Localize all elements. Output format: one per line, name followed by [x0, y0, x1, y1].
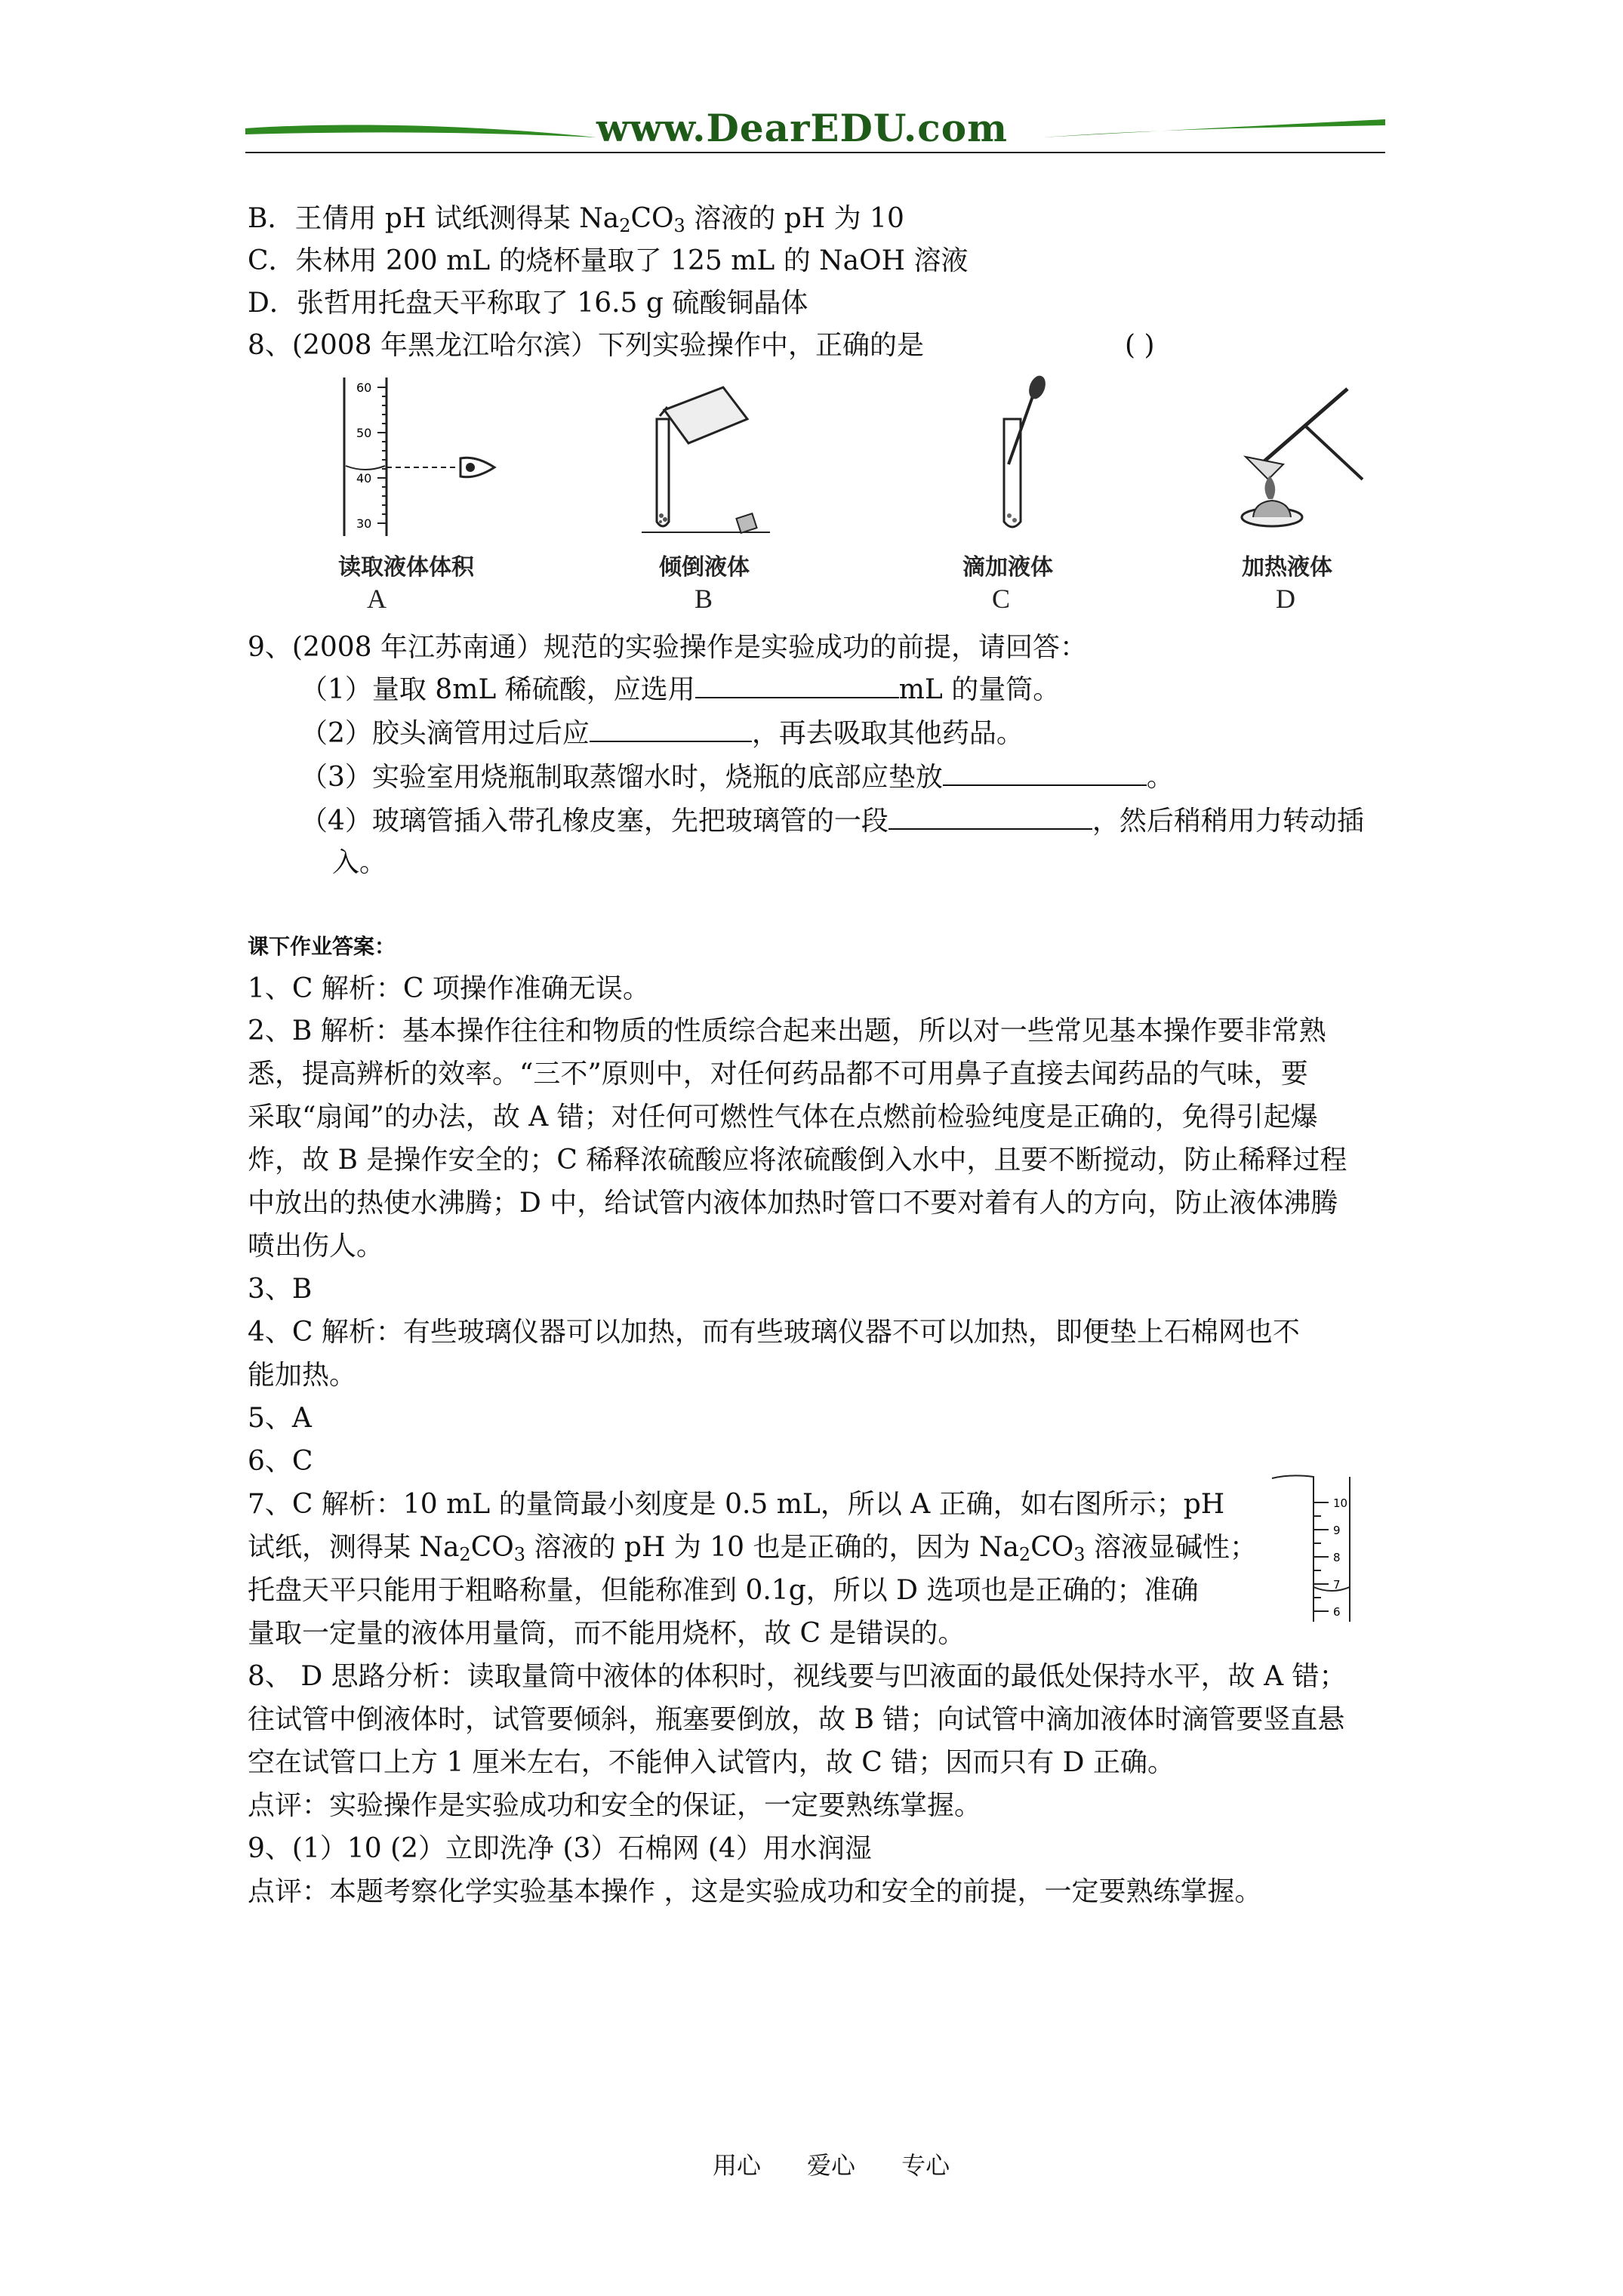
blank-4[interactable]: [888, 806, 1092, 830]
small-tick-10: 10: [1333, 1496, 1348, 1510]
letter-d: D: [1276, 584, 1295, 614]
eye-icon: [460, 458, 494, 477]
answer-2-line-6: 喷出伤人。: [248, 1231, 384, 1262]
q9-part-2: （2）胶头滴管用过后应 ，再去吸取其他药品。: [300, 718, 1024, 749]
small-tick-6: 6: [1333, 1605, 1341, 1619]
option-d: D．张哲用托盘天平称取了 16.5 g 硫酸铜晶体: [248, 288, 808, 319]
q9-part-3: （3）实验室用烧瓶制取蒸馏水时，烧瓶的底部应垫放 。: [300, 762, 1174, 793]
answer-7-line-1: 7、C 解析：10 mL 的量筒最小刻度是 0.5 mL，所以 A 正确，如右图所示；pH: [248, 1489, 1225, 1520]
answer-2-line-4: 炸，故 B 是操作安全的；C 稀释浓硫酸应将浓硫酸倒入水中，且要不断搅动，防止稀释过程: [248, 1145, 1347, 1176]
q9-part-4-cont: 入。: [332, 847, 387, 878]
option-c: C．朱林用 200 mL 的烧杯量取了 125 mL 的 NaOH 溶液: [248, 245, 969, 276]
answer-bracket: ( ): [1125, 330, 1155, 361]
answer-2-line-3: 采取“扇闻”的办法，故 A 错；对任何可燃性气体在点燃前检验纯度是正确的，免得引起爆: [248, 1102, 1318, 1133]
answer-2-line-1: 2、B 解析：基本操作往往和物质的性质综合起来出题，所以对一些常见基本操作要非常熟: [248, 1015, 1326, 1046]
answer-3: 3、B: [248, 1274, 313, 1305]
figure-b-pouring: [642, 374, 770, 544]
blank-2[interactable]: [590, 718, 752, 742]
blank-3[interactable]: [943, 762, 1147, 786]
answer-7-line-4: 量取一定量的液体用量筒，而不能用烧杯，故 C 是错误的。: [248, 1618, 965, 1649]
answer-6: 6、C: [248, 1446, 313, 1477]
letter-a: A: [367, 584, 387, 614]
answer-7-line-2: 试纸，测得某 $Na_2CO_3$ 溶液的 pH 为 10 也是正确的，因为 $Na_2CO_3$ 溶液显碱性；: [248, 1532, 1257, 1565]
answer-9: 9、(1）10 (2）立即洗净 (3）石棉网 (4）用水润湿: [248, 1833, 872, 1864]
answer-8-line-2: 往试管中倒液体时，试管要倾斜，瓶塞要倒放，故 B 错；向试管中滴加液体时滴管要竖直悬: [248, 1704, 1345, 1735]
figure-c-dropper: [974, 374, 1072, 544]
answers-title: 课下作业答案：: [248, 934, 396, 959]
answer-7-line-3: 托盘天平只能用于粗略称量，但能称准到 0.1g，所以 D 选项也是正确的；准确: [248, 1575, 1199, 1606]
footer-motto: 用心 爱心 专心: [713, 2151, 950, 2180]
tick-30: 30: [356, 516, 372, 531]
small-tick-9: 9: [1333, 1524, 1341, 1537]
figure-small-cylinder: [1268, 1472, 1366, 1631]
answer-1: 1、C 解析：C 项操作准确无误。: [248, 973, 650, 1004]
answer-2-line-2: 悉，提高辨析的效率。“三不”原则中，对任何药品都不可用鼻子直接去闻药品的气味，要: [248, 1059, 1308, 1089]
answer-5: 5、A: [248, 1403, 312, 1434]
caption-a: 读取液体体积: [338, 554, 474, 581]
answer-8-line-1: 8、 D 思路分析：读取量筒中液体的体积时，视线要与凹液面的最低处保持水平，故 A 错；: [248, 1661, 1347, 1692]
answer-8-comment: 点评：实验操作是实验成功和安全的保证，一定要熟练掌握。: [248, 1790, 982, 1821]
tick-50: 50: [356, 426, 372, 440]
caption-b: 倾倒液体: [659, 554, 750, 581]
answer-9-comment: 点评：本题考察化学实验基本操作 ，这是实验成功和安全的前提，一定要熟练掌握。: [248, 1876, 1262, 1907]
q9-part-4: （4）玻璃管插入带孔橡皮塞，先把玻璃管的一段 ，然后稍稍用力转动插: [300, 806, 1364, 837]
caption-d: 加热液体: [1242, 554, 1332, 581]
blank-1[interactable]: [695, 674, 899, 698]
question-9-stem: 9、(2008 年江苏南通）规范的实验操作是实验成功的前提，请回答：: [248, 632, 1088, 663]
question-8-stem: 8、(2008 年黑龙江哈尔滨）下列实验操作中，正确的是: [248, 330, 925, 361]
figure-a-cylinder: [317, 374, 513, 544]
q9-part-1: （1）量取 8mL 稀硫酸，应选用 mL 的量筒。: [300, 674, 1061, 705]
site-url[interactable]: www.DearEDU.com: [596, 106, 1009, 150]
tick-60: 60: [356, 381, 372, 395]
figure-d-heating: [1215, 374, 1374, 544]
answer-8-line-3: 空在试管口上方 1 厘米左右，不能伸入试管内，故 C 错；因而只有 D 正确。: [248, 1747, 1175, 1778]
answer-2-line-5: 中放出的热使水沸腾；D 中，给试管内液体加热时管口不要对着有人的方向，防止液体沸腾: [248, 1188, 1338, 1219]
caption-c: 滴加液体: [962, 554, 1053, 581]
tick-40: 40: [356, 471, 372, 485]
answer-4-line-2: 能加热。: [248, 1360, 357, 1391]
right-swoosh: [1042, 119, 1385, 137]
answer-4-line-1: 4、C 解析：有些玻璃仪器可以加热，而有些玻璃仪器不可以加热，即便垫上石棉网也不: [248, 1317, 1300, 1348]
left-swoosh: [245, 125, 596, 137]
letter-c: C: [992, 584, 1011, 614]
small-tick-7: 7: [1333, 1578, 1341, 1592]
small-tick-8: 8: [1333, 1551, 1341, 1564]
option-b: B．王倩用 pH 试纸测得某 $Na_2CO_3$ 溶液的 pH 为 10: [248, 203, 904, 236]
letter-b: B: [694, 584, 713, 614]
